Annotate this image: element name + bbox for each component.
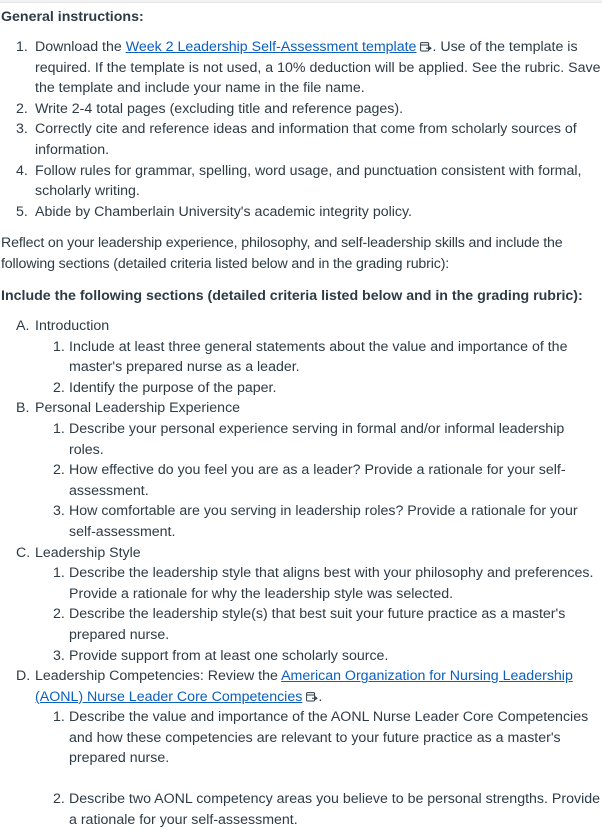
section-title [0,398,602,419]
section-title [0,316,602,337]
list-item [0,789,602,830]
item-number: 1. [53,709,65,726]
list-item [0,460,602,501]
list-item [0,707,602,769]
item-text: How effective do you feel you are as a leader? Provide a rationale for your self-assessment. [69,462,566,499]
section-criteria-list [0,707,602,830]
section-criteria-list [0,419,602,543]
section-criteria-list [0,563,602,666]
item-text: Follow rules for grammar, spelling, word usage, and punctuation consistent with formal, scholarly writing. [35,162,582,200]
section-title-text: Introduction [35,318,110,334]
section-personal-leadership-experience [0,398,602,542]
item-text: Correctly cite and reference ideas and information that come from scholarly sources of information. [35,121,577,158]
list-item [0,419,602,460]
item-text: Download the [35,39,126,55]
item-number: 5. [16,203,28,220]
item-text: Provide support from at least one scholarly source. [69,647,389,664]
item-number: 3. [53,647,65,664]
section-leadership-style [0,543,602,667]
template-download-link[interactable]: Week 2 Leadership Self-Assessment template [125,39,417,55]
list-item [0,99,602,120]
list-item [0,119,602,160]
list-item [0,161,602,202]
item-number: 3. [16,121,28,138]
item-text: How comfortable are you serving in leadership roles? Provide a rationale for your self-assessment. [69,503,578,540]
external-link-icon [306,692,318,702]
list-item [0,501,602,542]
section-title-text: Leadership Style [35,544,141,561]
item-text: Include at least three general statements about the value and importance of the master's prepared nurse as a leader. [69,338,568,376]
section-title [0,666,602,707]
list-item [0,378,602,399]
item-number: 2. [53,462,65,479]
section-leadership-competencies [0,666,602,830]
list-item [0,337,602,378]
list-item [0,563,602,604]
item-number: 2. [53,379,65,396]
section-title-text: . [318,688,323,705]
section-title-text: Personal Leadership Experience [35,400,241,417]
item-number: 2. [53,791,65,808]
sections-list [0,316,602,830]
item-number: 1. [53,565,65,582]
item-text: Describe your personal experience serving in formal and/or informal leadership roles. [69,420,565,458]
item-text: Describe the leadership style that aligns best with your philosophy and preferences. Provide a rationale for why the leadership style was selected. [69,565,594,602]
item-text: Describe the value and importance of the AONL Nurse Leader Core Competencies and how these competencies are relevant to your future practice as a master's prepared nurse. [69,709,589,767]
item-text: Describe two AONL competency areas you believe to be personal strengths. Provide a rationale for your self-assessment. [69,791,600,828]
item-text: Identify the purpose of the paper. [69,379,277,396]
item-text: . Use of the template is required. If the template is not used, a 10% deduction will be applied. See the rubric. Save the template and include your name in the file name. [35,39,601,97]
section-letter: B. [16,400,30,417]
item-number: 1. [53,338,65,355]
general-instructions-list [0,37,602,222]
section-title [0,543,602,564]
item-text: Describe the leadership style(s) that best suit your future practice as a master's prepared nurse. [69,606,566,643]
item-number: 1. [16,39,28,55]
section-letter: D. [16,668,31,685]
item-number: 4. [16,162,28,179]
item-text: Abide by Chamberlain University's academic integrity policy. [35,203,412,220]
list-item [0,646,602,667]
item-number: 2. [53,606,65,623]
item-number: 1. [53,420,65,437]
list-item [0,202,602,223]
top-divider [0,0,602,3]
section-criteria-list [0,337,602,399]
section-title-text: Leadership Competencies: Review the [35,668,282,685]
section-introduction [0,316,602,398]
reflect-paragraph: Reflect on your leadership experience, philosophy, and self-leadership skills and include the following sections (detailed criteria listed below and in the grading rubric): [1,235,563,272]
include-sections-heading: Include the following sections (detailed criteria listed below and in the grading rubric): [1,288,583,304]
item-number: 2. [16,100,28,117]
list-item [0,604,602,645]
item-text: Write 2-4 total pages (excluding title and reference pages). [35,100,404,117]
external-link-icon [420,42,432,52]
list-item [0,37,602,99]
section-letter: C. [16,544,31,561]
item-number: 3. [53,503,65,520]
aonl-competencies-link[interactable]: American Organization for Nursing Leadership (AONL) Nurse Leader Core Competencies [35,668,573,705]
general-instructions-heading: General instructions: [1,9,144,25]
section-letter: A. [16,318,30,334]
